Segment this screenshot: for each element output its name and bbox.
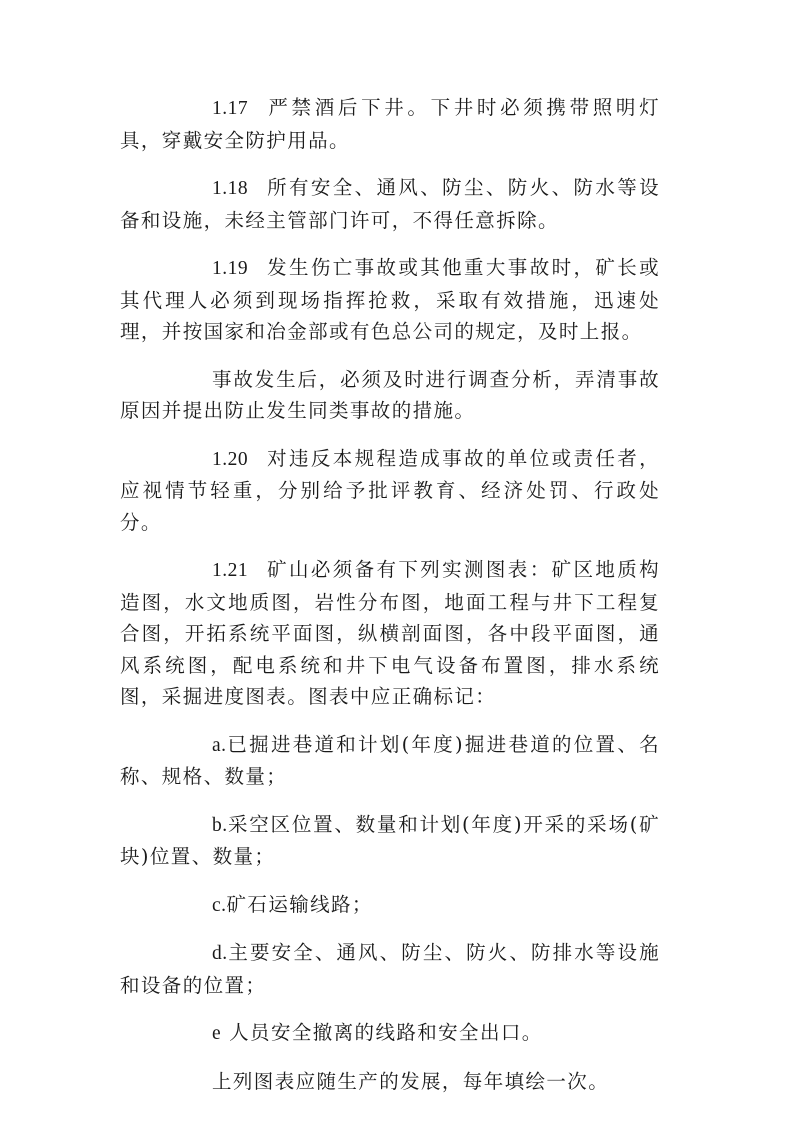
paragraph-1-21 [120, 554, 660, 713]
paragraph-text: 主要安全、通风、防尘、防火、防排水等设施和设备的位置； [120, 941, 660, 997]
list-item-a [120, 729, 660, 793]
document-page [120, 92, 660, 1113]
clause-number: 1.18 [212, 178, 249, 199]
list-item-b [120, 809, 660, 873]
paragraph-text: 对违反本规程造成事故的单位或责任者，应视情节轻重，分别给予批评教育、经济处罚、行政处分。 [120, 446, 660, 534]
paragraph-text: 人员安全撤离的线路和安全出口。 [229, 1021, 543, 1044]
clause-number: 1.21 [212, 560, 249, 581]
clause-number: 1.19 [212, 258, 249, 279]
list-item-c [120, 889, 660, 922]
item-letter: d. [212, 943, 228, 964]
item-letter: a. [212, 734, 227, 756]
paragraph-text: 发生伤亡事故或其他重大事故时，矿长或其代理人必须到现场指挥抢救，采取有效措施，迅速处理，并按国家和冶金部或有色总公司的规定，及时上报。 [120, 256, 660, 343]
paragraph-closing [120, 1066, 660, 1098]
paragraph-1-19 [120, 252, 660, 348]
list-item-d [120, 937, 660, 1001]
item-letter: b. [212, 814, 228, 836]
clause-number: 1.17 [212, 98, 249, 119]
paragraph-text: 矿山必须备有下列实测图表：矿区地质构造图，水文地质图，岩性分布图，地面工程与井下工程复合图，开拓系统平面图，纵横剖面图，各中段平面图，通风系统图，配电系统和井下电气设备布置图，排水系统图，采掘进度图表。图表中应正确标记： [120, 558, 660, 708]
item-letter: c. [212, 894, 227, 916]
paragraph-text: 上列图表应随生产的发展，每年填绘一次。 [212, 1069, 610, 1093]
paragraph-text: 采空区位置、数量和计划(年度)开采的采场(矿块)位置、数量； [120, 812, 660, 868]
paragraph-1-19-continued [120, 364, 660, 427]
paragraph-text: 严禁酒后下井。下井时必须携带照明灯具，穿戴安全防护用品。 [120, 96, 660, 152]
paragraph-text: 已掘进巷道和计划(年度)掘进巷道的位置、名称、规格、数量； [120, 732, 660, 788]
paragraph-text: 矿石运输线路； [226, 892, 373, 916]
paragraph-1-17 [120, 92, 660, 156]
paragraph-1-18 [120, 172, 660, 236]
list-item-e [120, 1017, 660, 1050]
paragraph-text: 事故发生后，必须及时进行调查分析，弄清事故原因并提出防止发生同类事故的措施。 [120, 367, 660, 422]
item-letter: e [212, 1023, 222, 1044]
paragraph-text: 所有安全、通风、防尘、防火、防水等设备和设施，未经主管部门许可，不得任意拆除。 [120, 176, 660, 232]
clause-number: 1.20 [212, 448, 249, 470]
paragraph-1-20 [120, 443, 660, 539]
